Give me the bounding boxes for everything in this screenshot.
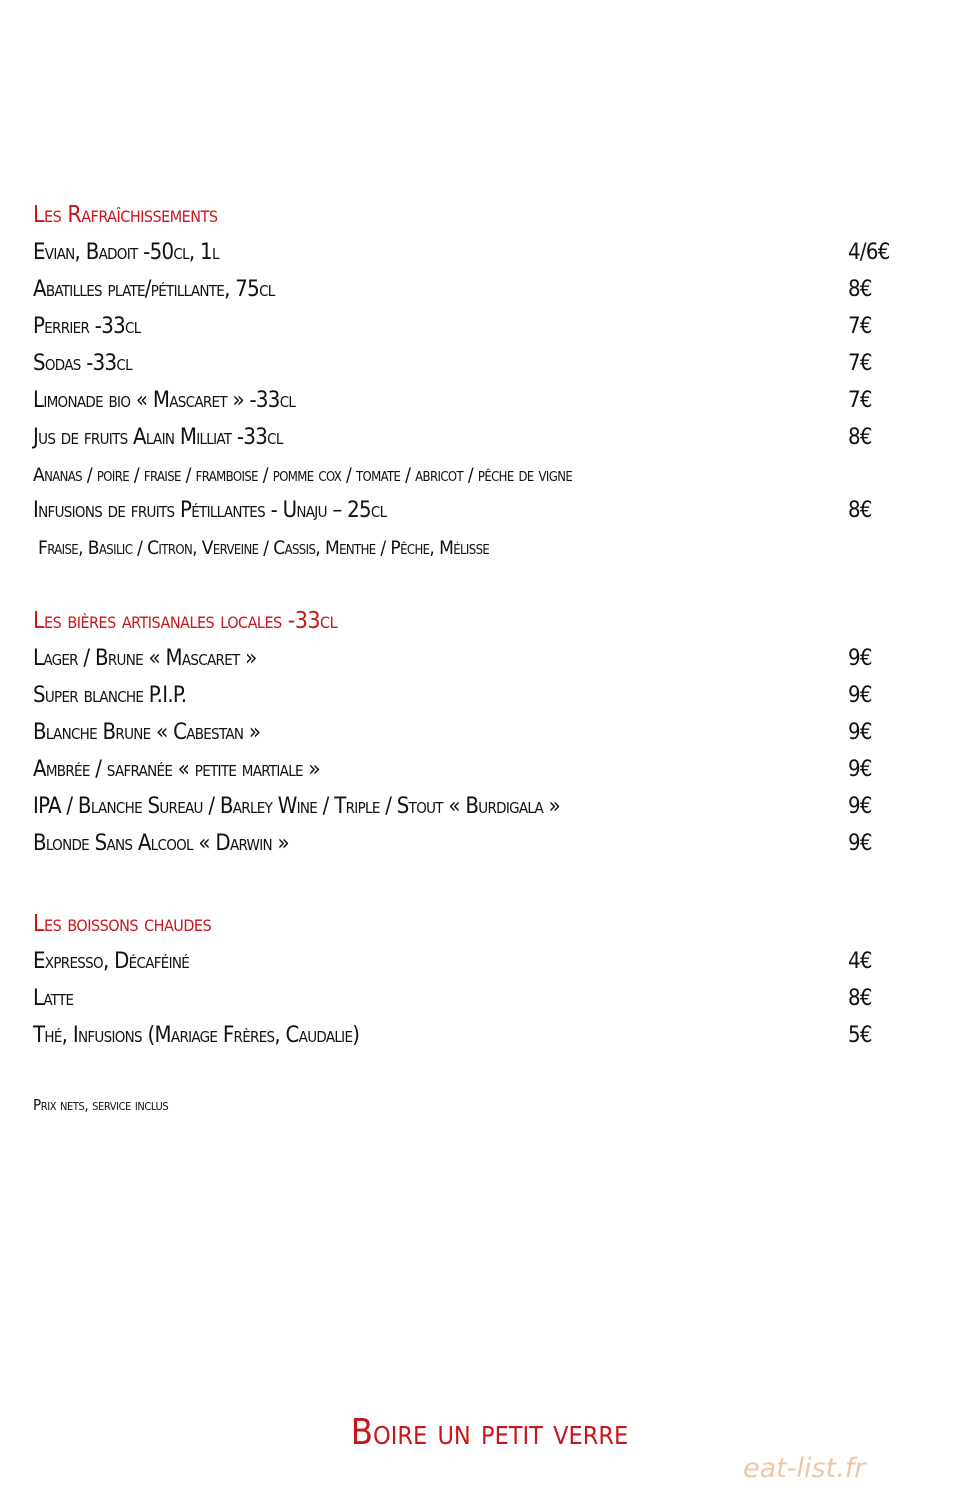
section-refreshments — [33, 200, 933, 569]
price-note: Prix nets, service inclus — [33, 1096, 169, 1114]
item-price: 7€ — [848, 314, 872, 339]
item-name: Sodas -33cl — [33, 351, 132, 376]
item-name: Ambrée / safranée « petite martiale » — [33, 757, 320, 782]
item-name: Blanche Brune « Cabestan » — [33, 720, 261, 745]
item-flavors: Fraise, Basilic / Citron, Verveine / Cassis, Menthe / Pêche, Mélisse — [38, 537, 490, 559]
section-hot-drinks — [33, 909, 933, 1058]
item-name: Perrier -33cl — [33, 314, 141, 339]
menu-item — [33, 718, 933, 755]
item-name: Latte — [33, 986, 74, 1011]
item-price: 5€ — [848, 1023, 872, 1048]
item-price: 4€ — [848, 949, 872, 974]
menu-item — [33, 984, 933, 1021]
footer-title: Boire un petit verre — [350, 1412, 629, 1453]
menu-item — [33, 947, 933, 984]
menu-item — [33, 423, 933, 460]
watermark: eat-list.fr — [743, 1453, 866, 1484]
item-name: Infusions de fruits Pétillantes - Unaju – 25cl — [33, 498, 387, 523]
item-price: 9€ — [848, 646, 872, 671]
item-price: 9€ — [848, 831, 872, 856]
item-name: Super blanche P.I.P. — [33, 683, 187, 708]
item-price: 9€ — [848, 720, 872, 745]
item-price: 4/6€ — [848, 240, 890, 265]
item-price: 7€ — [848, 351, 872, 376]
section-craft-beers — [33, 606, 933, 866]
item-price: 8€ — [848, 986, 872, 1011]
item-price: 7€ — [848, 388, 872, 413]
menu-item — [33, 496, 933, 533]
section-title: Les boissons chaudes — [33, 911, 212, 937]
menu-item — [33, 275, 933, 312]
item-name: Abatilles plate/pétillante, 75cl — [33, 277, 275, 302]
menu-item — [33, 1021, 933, 1058]
menu-item — [33, 829, 933, 866]
item-price: 8€ — [848, 498, 872, 523]
item-name: Thé, Infusions (Mariage Frères, Caudalie) — [33, 1023, 360, 1048]
item-name: IPA / Blanche Sureau / Barley Wine / Triple / Stout « Burdigala » — [33, 794, 561, 819]
section-title: Les bières artisanales locales -33cl — [33, 608, 338, 634]
menu-item — [33, 792, 933, 829]
item-name: Expresso, Décaféiné — [33, 949, 190, 974]
item-name: Limonade bio « Mascaret » -33cl — [33, 388, 296, 413]
menu-item — [33, 681, 933, 718]
item-name: Evian, Badoit -50cl, 1l — [33, 240, 219, 265]
menu-item — [33, 386, 933, 423]
menu-item — [33, 238, 933, 275]
menu-item — [33, 312, 933, 349]
menu-item — [33, 644, 933, 681]
item-price: 9€ — [848, 757, 872, 782]
item-flavors: Ananas / poire / fraise / framboise / pomme cox / tomate / abricot / pêche de vigne — [33, 464, 573, 486]
section-title: Les Rafraîchissements — [33, 202, 218, 228]
item-name: Blonde Sans Alcool « Darwin » — [33, 831, 289, 856]
menu-item — [33, 349, 933, 386]
item-price: 8€ — [848, 277, 872, 302]
menu-item — [33, 755, 933, 792]
item-name: Lager / Brune « Mascaret » — [33, 646, 257, 671]
item-price: 9€ — [848, 794, 872, 819]
item-price: 8€ — [848, 425, 872, 450]
item-name: Jus de fruits Alain Milliat -33cl — [33, 425, 283, 450]
item-price: 9€ — [848, 683, 872, 708]
